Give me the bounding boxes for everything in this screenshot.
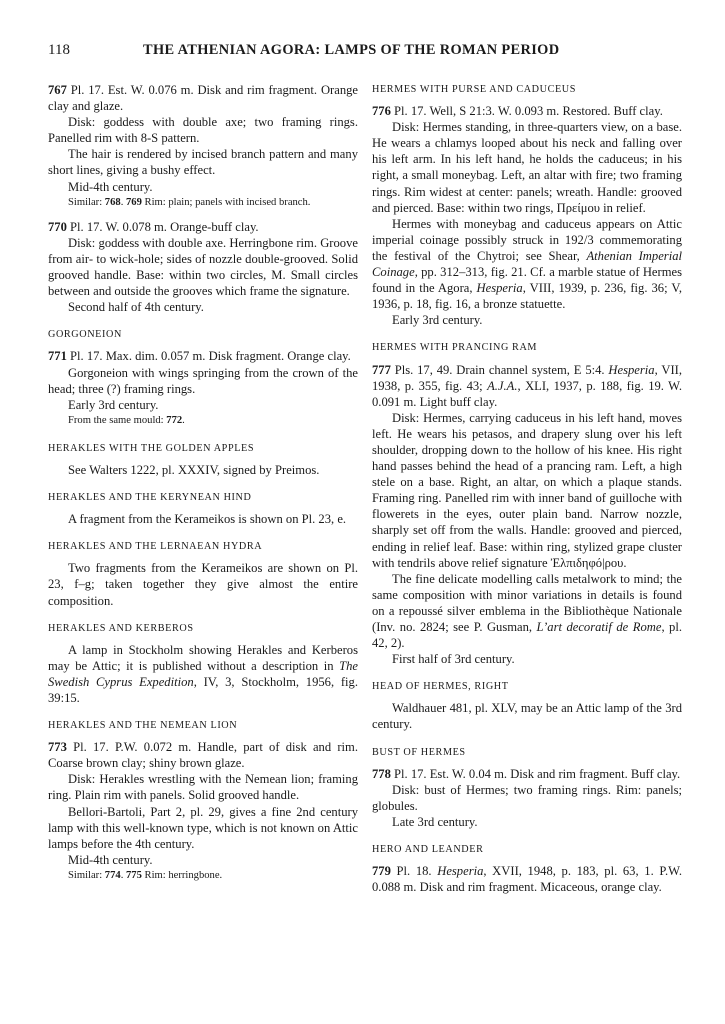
entry-text: Pl. 17. Est. W. 0.04 m. Disk and rim fragment. Buff clay. (390, 766, 681, 781)
section-text (48, 560, 358, 608)
entry-line (48, 82, 358, 114)
page-number: 118 (48, 42, 70, 58)
note-number: 768 (104, 196, 121, 208)
entry-paragraph (48, 642, 358, 706)
section-heading: HERAKLES AND THE KERYNEAN HIND (48, 492, 252, 504)
entry-number: 770 (48, 219, 67, 234)
note-text: Similar: (68, 869, 105, 881)
entry-number: 778 (372, 766, 391, 781)
entry-number: 773 (48, 740, 67, 755)
entry-line (48, 348, 358, 364)
note-text: . (182, 414, 185, 426)
entry-paragraph: Disk: goddess with double axe. Herringbone rim. Groove from air- to wick-hole; sides of nozzle double-grooved. Solid grooved handle. Base: within two circles, M. Small circles between and outside the grooves which frame the signature. (48, 235, 358, 299)
entry-note (48, 868, 358, 884)
entry-text: Pl. 17. Max. dim. 0.057 m. Disk fragment. Orange clay. (66, 349, 351, 364)
entry-text: , pl. 42, 2). (372, 620, 683, 651)
entry-number: 776 (372, 104, 391, 119)
entry-line (372, 766, 682, 782)
entry-text: Pls. 17, 49. Drain channel system, E 5:4. (390, 362, 609, 377)
section-text (372, 700, 682, 732)
entry-text: , VII, 1938, p. 355, fig. 43; (372, 362, 682, 393)
section-heading: HERAKLES WITH THE GOLDEN APPLES (48, 442, 255, 454)
entry-number: 771 (48, 349, 67, 364)
note-number: 772 (166, 414, 183, 426)
right-column (372, 82, 682, 903)
note-number: 769 (125, 196, 142, 208)
entry-text: , XVII, 1948, p. 183, pl. 63, 1. P.W. 0.088 m. Disk and rim fragment. Micaceous, orange clay. (372, 864, 682, 895)
section-heading: HEAD OF HERMES, RIGHT (372, 681, 509, 693)
catalog-entry-771 (48, 348, 358, 428)
entry-text: , VIII, 1939, p. 236, fig. 36; V, 1936, p. 18, fig. 16, a bronze statuette. (372, 281, 682, 312)
entry-line (372, 863, 682, 895)
entry-number: 779 (372, 864, 391, 879)
entry-date: Early 3rd century. (392, 313, 483, 328)
catalog-entry-776 (372, 103, 682, 328)
note-text: Rim: plain; panels with incised branch. (141, 196, 311, 208)
entry-text: Hermes with moneybag and caduceus appears on Attic imperial coinage possibly struck in 192/3 commemorating the festival of the Chytroi; see Shear, (372, 216, 682, 263)
entry-paragraph: Disk: goddess with double axe; two framing rings. Panelled rim with 8-S pattern. (48, 115, 358, 146)
entry-date: Late 3rd century. (392, 814, 478, 829)
section-heading: HERMES WITH PRANCING RAM (372, 342, 538, 354)
section-heading: GORGONEION (48, 329, 122, 341)
publication-title: Hesperia (608, 362, 655, 377)
entry-date: Mid-4th century. (68, 852, 153, 867)
publication-title: Athenian Imperial Coinage (372, 248, 682, 280)
note-text: From the same mould: (68, 414, 167, 426)
catalog-entry-778 (372, 766, 682, 830)
entry-paragraph (372, 571, 682, 651)
catalog-entry-779 (372, 863, 682, 895)
entry-text: , IV, 3, Stockholm, 1956, fig. 39:15. (48, 674, 358, 705)
entry-number: 767 (48, 83, 67, 97)
note-text: Similar: (68, 196, 105, 208)
note-number: 774 (104, 869, 121, 881)
entry-paragraph: Waldhauer 481, pl. XLV, may be an Attic lamp of the 3rd century. (372, 701, 682, 732)
entry-paragraph: The hair is rendered by incised branch pattern and many short lines, giving a bushy effect. (48, 147, 358, 178)
catalog-entry-767 (48, 82, 358, 211)
entry-date: Early 3rd century. (68, 397, 159, 412)
catalog-entry-777 (372, 362, 682, 668)
entry-text: Pl. 17. Well, S 21:3. W. 0.093 m. Restored. Buff clay. (390, 104, 663, 119)
entry-paragraph: Two fragments from the Kerameikos are shown on Pl. 23, f–g; taken together they give almost the entire composition. (48, 561, 358, 608)
section-heading: HERO AND LEANDER (372, 844, 484, 856)
entry-paragraph: Disk: Herakles wrestling with the Nemean lion; framing ring. Plain rim with panels. Solid grooved handle. (48, 772, 358, 803)
section-heading: BUST OF HERMES (372, 746, 466, 758)
entry-paragraph (372, 216, 682, 313)
note-text: . (120, 869, 126, 881)
section-text (48, 511, 358, 527)
catalog-entry-770 (48, 219, 358, 316)
entry-text: Pl. 17. W. 0.078 m. Orange-buff clay. (66, 219, 259, 234)
entry-paragraph: Disk: Hermes standing, in three-quarters view, on a base. He wears a chlamys looped about his neck and falling over his left arm. In his left hand, he holds the caduceus; in his right, a small moneybag. Left, an altar with fire; two framing rings. Rim widest at center: panels; wreath. Handle: grooved and pierced. Base: within two rings, Πρείμου in relief. (372, 120, 682, 215)
entry-line (372, 362, 682, 410)
entry-text: Pl. 17. Est. W. 0.076 m. Disk and rim fragment. Orange clay and glaze. (48, 83, 358, 114)
entry-note (48, 413, 358, 429)
entry-text: , pp. 312–313, fig. 21. Cf. a marble statue of Hermes found in the Agora, (372, 265, 682, 296)
section-text (48, 462, 358, 478)
note-number: 775 (125, 869, 142, 881)
section-heading: HERMES WITH PURSE AND CADUCEUS (372, 84, 577, 95)
section-heading: HERAKLES AND THE NEMEAN LION (48, 720, 238, 732)
section-heading: HERAKLES AND THE LERNAEAN HYDRA (48, 541, 263, 553)
entry-text: A lamp in Stockholm showing Herakles and Kerberos may be Attic; it is published without a description in (48, 642, 358, 673)
entry-number: 777 (372, 362, 391, 377)
entry-text: Pl. 18. (390, 864, 438, 879)
entry-note (48, 195, 358, 211)
note-text: Rim: herringbone. (141, 869, 223, 881)
entry-date: Mid-4th century. (68, 179, 153, 194)
entry-paragraph: Disk: bust of Hermes; two framing rings. Rim: panels; globules. (372, 782, 682, 813)
entry-line (48, 219, 358, 235)
publication-title: A.J.A. (487, 378, 518, 393)
entry-line (372, 103, 682, 119)
entry-paragraph: See Walters 1222, pl. XXXIV, signed by Preimos. (68, 462, 320, 477)
page-header (48, 42, 680, 62)
publication-title: Hesperia (476, 281, 523, 296)
running-title: THE ATHENIAN AGORA: LAMPS OF THE ROMAN PERIOD (143, 42, 560, 58)
entry-date: First half of 3rd century. (392, 652, 515, 667)
entry-text: The fine delicate modelling calls metalwork to mind; the same composition with minor variations in details is found on a repoussé silver emblema in the Bibliothèque Nationale (Inv. no. 2824; see P. Gusman, (372, 571, 682, 634)
entry-paragraph: Gorgoneion with wings springing from the crown of the head; three (?) framing rings. (48, 365, 358, 396)
publication-title: L’art decoratif de Rome (536, 620, 662, 634)
publication-title: Hesperia (437, 864, 484, 879)
entry-paragraph: Bellori-Bartoli, Part 2, pl. 29, gives a fine 2nd century lamp with this well-known type, which is not known on Attic lamps before the 4th century. (48, 804, 358, 851)
catalog-entry-773 (48, 739, 358, 884)
entry-paragraph: A fragment from the Kerameikos is shown on Pl. 23, e. (68, 512, 347, 527)
entry-date: Second half of 4th century. (68, 300, 204, 315)
section-heading: HERAKLES AND KERBEROS (48, 622, 194, 634)
entry-paragraph: Disk: Hermes, carrying caduceus in his left hand, moves left. He wears his petasos, and drapery slung over his left shoulder, dropping down to the hollow of his knee. His right hand passes behind the head of a prancing ram. Left, a high stele on a base. Right, an altar, on which a plaque stands. Framing ring. Panelled rim with inner band of guilloche with flowerets in the eyes, outer plain band. Narrow nozzle, sharply set off from the walls. Handle: grooved and pierced, ending in relief leaf. Base: within ring, stylized grape cluster with tendrils above relief signature Ἐλπιδηφό|ρου. (372, 410, 682, 570)
entry-text: , XLI, 1937, p. 188, fig. 19. W. 0.091 m. Light buff clay. (372, 378, 682, 409)
left-column (48, 82, 358, 892)
entry-line (48, 739, 358, 771)
entry-text: Pl. 17. P.W. 0.072 m. Handle, part of disk and rim. Coarse brown clay; shiny brown glaze. (48, 740, 358, 771)
note-text: . (120, 196, 126, 208)
publication-title: The Swedish Cyprus Expedition (48, 658, 358, 689)
section-text (48, 642, 358, 706)
